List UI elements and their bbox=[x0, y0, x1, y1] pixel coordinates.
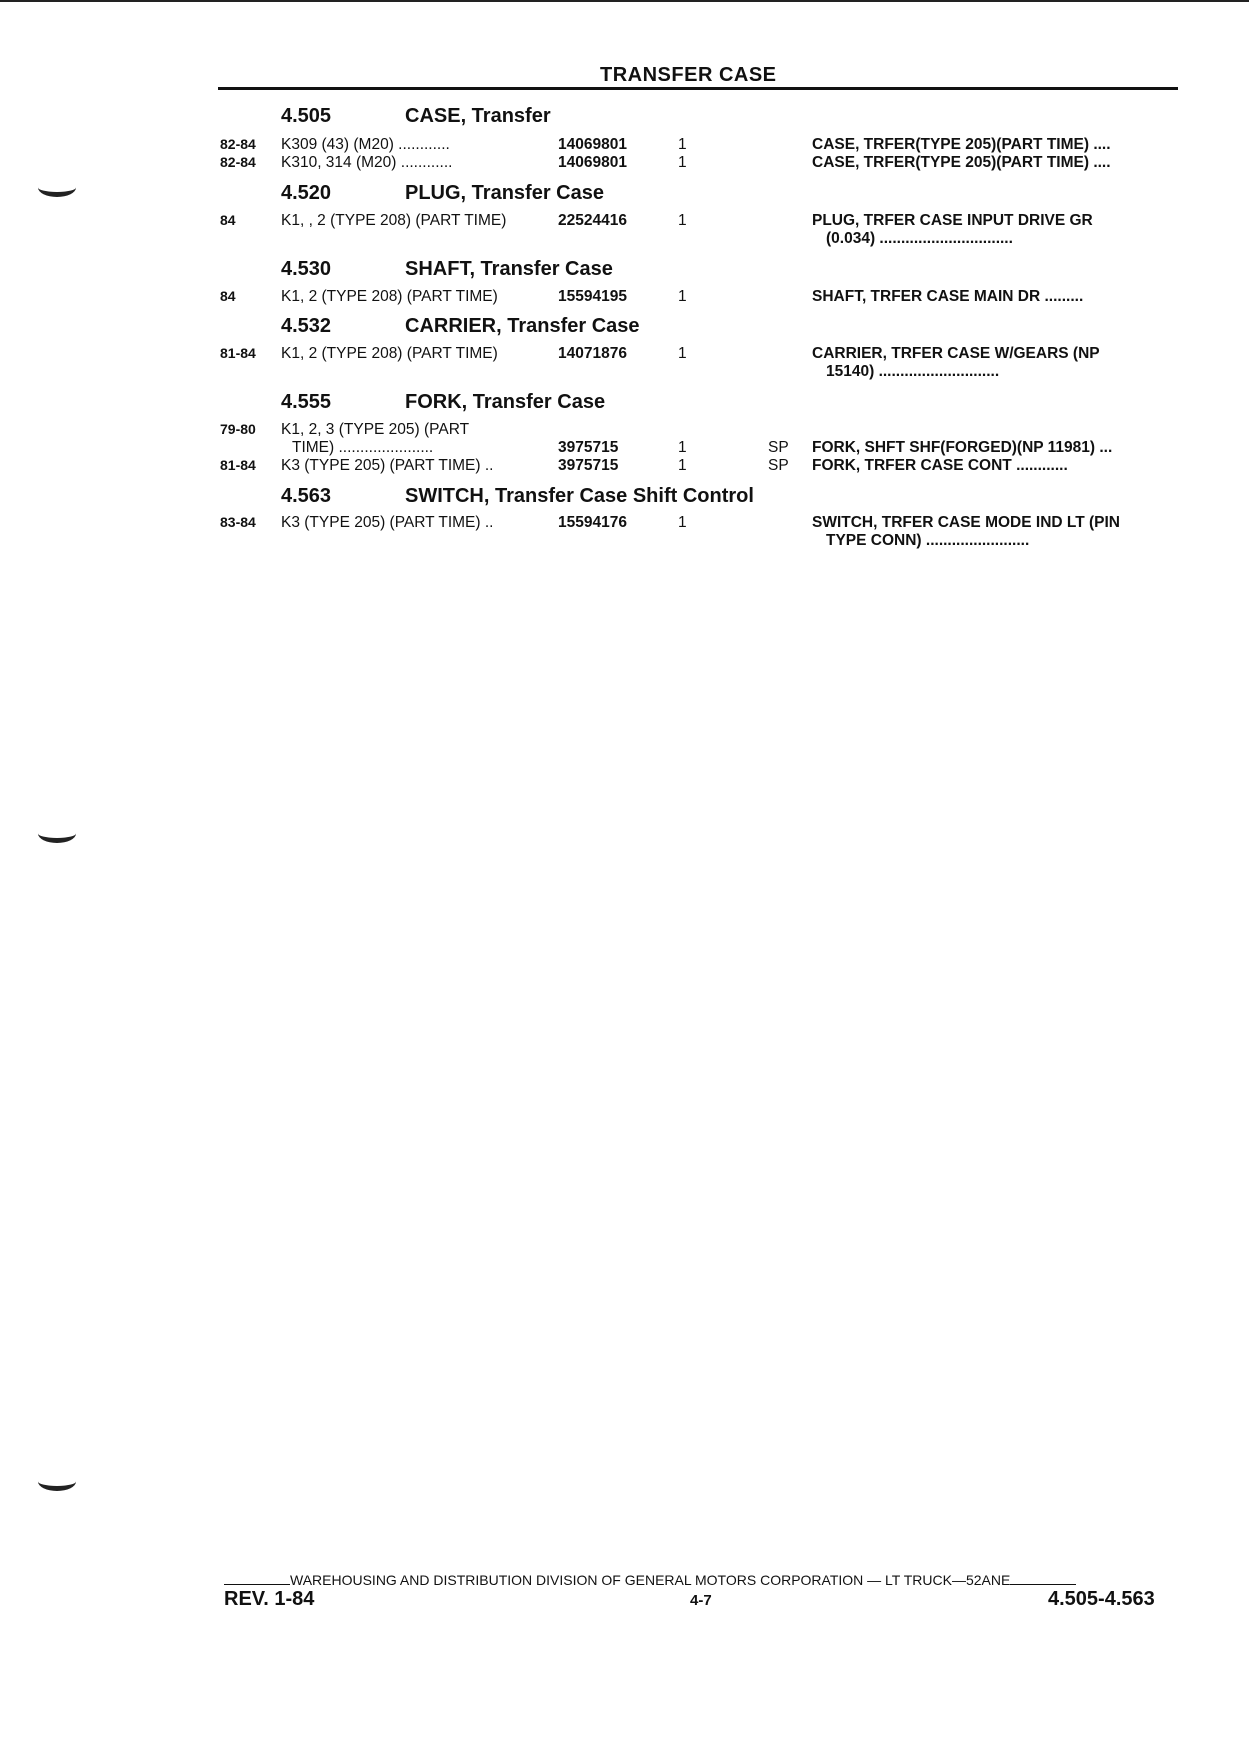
section-number: 4.555 bbox=[281, 391, 332, 413]
section-name: CARRIER, Transfer Case bbox=[405, 315, 640, 337]
part-description: CARRIER, TRFER CASE W/GEARS (NP bbox=[812, 345, 1100, 362]
application: K3 (TYPE 205) (PART TIME) .. bbox=[281, 457, 494, 474]
part-description-text: CASE, TRFER(TYPE 205)(PART TIME) .... bbox=[812, 154, 1111, 171]
part-number: 14071876 bbox=[558, 345, 627, 362]
quantity: 1 bbox=[678, 345, 687, 362]
footer-rule-left bbox=[224, 1584, 290, 1585]
part-description-continued: TYPE CONN) ........................ bbox=[826, 532, 1030, 549]
quantity: 1 bbox=[678, 212, 687, 229]
section-name: SWITCH, Transfer Case Shift Control bbox=[405, 485, 754, 507]
quantity: 1 bbox=[678, 439, 687, 456]
section-number: 4.532 bbox=[281, 315, 332, 337]
binder-hole-mark bbox=[38, 824, 76, 843]
service-parts-code: SP bbox=[768, 439, 789, 456]
footer-rule-right bbox=[1010, 1584, 1076, 1585]
model-year: 81-84 bbox=[220, 457, 256, 473]
part-description: SHAFT, TRFER CASE MAIN DR ......... bbox=[812, 288, 1084, 305]
application-continued: TIME) ...................... bbox=[292, 439, 434, 456]
part-number: 22524416 bbox=[558, 212, 627, 229]
page-title: TRANSFER CASE bbox=[600, 64, 777, 86]
quantity: 1 bbox=[678, 288, 687, 305]
part-number: 14069801 bbox=[558, 136, 627, 153]
part-number: 15594176 bbox=[558, 514, 627, 531]
section-range: 4.505-4.563 bbox=[1048, 1588, 1155, 1610]
model-year: 84 bbox=[220, 212, 236, 228]
section-number: 4.505 bbox=[281, 105, 332, 127]
model-year: 82-84 bbox=[220, 136, 256, 152]
section-name: FORK, Transfer Case bbox=[405, 391, 606, 413]
title-underline bbox=[218, 87, 1178, 90]
section-name: CASE, Transfer bbox=[405, 105, 551, 127]
part-description: SWITCH, TRFER CASE MODE IND LT (PIN bbox=[812, 514, 1120, 531]
part-description: FORK, SHFT SHF(FORGED)(NP 11981) ... bbox=[812, 439, 1113, 456]
application: K3 (TYPE 205) (PART TIME) .. bbox=[281, 514, 494, 531]
section-number: 4.563 bbox=[281, 485, 332, 507]
model-year: 79-80 bbox=[220, 421, 256, 437]
part-number: 15594195 bbox=[558, 288, 627, 305]
part-description-continued: 15140) ............................ bbox=[826, 363, 1000, 380]
part-description: FORK, TRFER CASE CONT ............ bbox=[812, 457, 1068, 474]
section-number: 4.520 bbox=[281, 182, 332, 204]
section-name: SHAFT, Transfer Case bbox=[405, 258, 613, 280]
part-description: PLUG, TRFER CASE INPUT DRIVE GR bbox=[812, 212, 1093, 229]
application: K1, 2 (TYPE 208) (PART TIME) bbox=[281, 345, 498, 362]
part-number: 3975715 bbox=[558, 439, 619, 456]
part-description-text: CASE, TRFER(TYPE 205)(PART TIME) .... bbox=[812, 136, 1111, 153]
application: K1, , 2 (TYPE 208) (PART TIME) bbox=[281, 212, 507, 229]
binder-hole-mark bbox=[38, 1472, 76, 1491]
model-year: 83-84 bbox=[220, 514, 256, 530]
part-description bbox=[812, 136, 1111, 153]
part-description-continued: (0.034) ............................... bbox=[826, 230, 1013, 247]
part-number: 14069801 bbox=[558, 154, 627, 171]
section-number: 4.530 bbox=[281, 258, 332, 280]
model-year: 82-84 bbox=[220, 154, 256, 170]
footer-division-line bbox=[224, 1572, 1076, 1588]
quantity: 1 bbox=[678, 457, 687, 474]
part-number: 3975715 bbox=[558, 457, 619, 474]
quantity: 1 bbox=[678, 136, 687, 153]
application: K1, 2 (TYPE 208) (PART TIME) bbox=[281, 288, 498, 305]
model-year: 81-84 bbox=[220, 345, 256, 361]
binder-hole-mark bbox=[38, 178, 76, 197]
model-year: 84 bbox=[220, 288, 236, 304]
application: K1, 2, 3 (TYPE 205) (PART bbox=[281, 421, 470, 438]
page-number: 4-7 bbox=[690, 1592, 712, 1609]
quantity: 1 bbox=[678, 514, 687, 531]
section-name: PLUG, Transfer Case bbox=[405, 182, 604, 204]
application: K309 (43) (M20) ............ bbox=[281, 136, 450, 153]
service-parts-code: SP bbox=[768, 457, 789, 474]
part-description bbox=[812, 154, 1111, 171]
quantity: 1 bbox=[678, 154, 687, 171]
footer-division-text: WAREHOUSING AND DISTRIBUTION DIVISION OF GENERAL MOTORS CORPORATION — LT TRUCK—52ANE bbox=[290, 1572, 1011, 1588]
application: K310, 314 (M20) ............ bbox=[281, 154, 453, 171]
top-border-line bbox=[0, 0, 1249, 2]
revision-label: REV. 1-84 bbox=[224, 1588, 315, 1610]
